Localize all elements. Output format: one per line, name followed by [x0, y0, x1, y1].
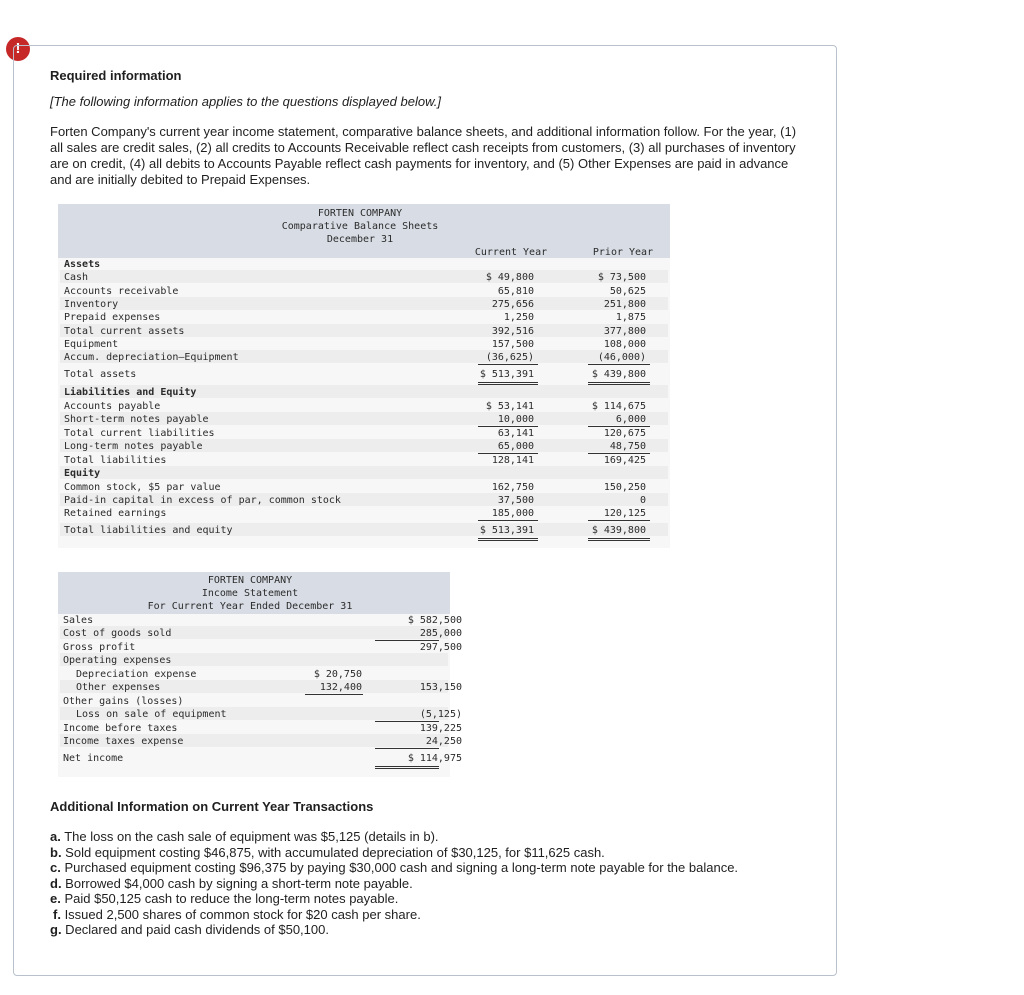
is-row-label: Loss on sale of equipment: [76, 709, 227, 720]
item-letter: g.: [50, 922, 62, 937]
is-title: Income Statement: [201, 588, 299, 599]
bs-current-underline: [478, 520, 538, 521]
bs-row-shade: [60, 270, 668, 283]
bs-current-value: $ 49,800: [485, 272, 534, 283]
is-total-underline: [375, 721, 439, 722]
bs-prior-value: 251,800: [603, 299, 646, 310]
bs-row-label: Retained earnings: [64, 508, 167, 519]
is-total-value: 153,150: [419, 682, 462, 693]
is-company: FORTEN COMPANY: [207, 575, 293, 586]
bs-prior-underline: [588, 520, 650, 521]
is-detail-value: 132,400: [319, 682, 362, 693]
bs-row-label: Total liabilities: [64, 455, 167, 466]
bs-prior-value: $ 439,800: [591, 369, 646, 380]
additional-item: [50, 860, 738, 876]
bs-row-label: Total current liabilities: [64, 428, 215, 439]
additional-item: [50, 845, 738, 861]
bs-current-value: 185,000: [491, 508, 534, 519]
bs-current-value: $ 513,391: [479, 369, 534, 380]
additional-item: [50, 907, 738, 923]
item-letter: b.: [50, 844, 62, 860]
bs-current-value: 65,000: [497, 441, 534, 452]
bs-current-value: 65,810: [497, 286, 534, 297]
is-total-value: 297,500: [419, 642, 462, 653]
bs-current-value: 37,500: [497, 495, 534, 506]
is-total-underline: [375, 640, 439, 641]
bs-row-label: Long-term notes payable: [64, 441, 203, 452]
is-row-label: Operating expenses: [63, 655, 172, 666]
bs-current-underline: [478, 364, 538, 365]
is-detail-underline: [305, 694, 363, 695]
is-row-label: Sales: [63, 615, 94, 626]
bs-row-label: Prepaid expenses: [64, 312, 161, 323]
bs-current-value: $ 53,141: [485, 401, 534, 412]
is-total-value: 285,000: [419, 628, 462, 639]
bs-row-label: Accounts receivable: [64, 286, 179, 297]
item-letter: f.: [53, 906, 61, 922]
item-text: Paid $50,125 cash to reduce the long-term notes payable.: [60, 891, 399, 906]
alert-icon: !: [6, 37, 30, 61]
item-text: Issued 2,500 shares of common stock for $20 cash per share.: [60, 906, 421, 922]
is-row-label: Net income: [63, 753, 124, 764]
bs-current-value: 128,141: [491, 455, 534, 466]
bs-prior-value: 120,675: [603, 428, 646, 439]
additional-info-title: Additional Information on Current Year Transactions: [50, 799, 374, 814]
bs-prior-value: $ 439,800: [591, 525, 646, 536]
additional-item: [50, 829, 738, 845]
item-text: Purchased equipment costing $96,375 by paying $30,000 cash and signing a long-term note payable for the balance.: [60, 860, 739, 875]
additional-item: [50, 876, 738, 892]
bs-row-label: Equity: [64, 468, 101, 479]
is-total-value: $ 582,500: [407, 615, 462, 626]
item-text: Declared and paid cash dividends of $50,100.: [61, 922, 329, 937]
additional-item: [50, 922, 738, 938]
bs-row-label: Accounts payable: [64, 401, 161, 412]
bs-company: FORTEN COMPANY: [317, 208, 403, 219]
is-row-label: Other expenses: [76, 682, 161, 693]
bs-prior-value: 377,800: [603, 326, 646, 337]
bs-current-value: 162,750: [491, 482, 534, 493]
bs-current-value: 63,141: [497, 428, 534, 439]
item-text: Borrowed $4,000 cash by signing a short-term note payable.: [61, 875, 413, 891]
bs-current-value: $ 513,391: [479, 525, 534, 536]
bs-current-value: 392,516: [491, 326, 534, 337]
bs-row-label: Total current assets: [64, 326, 185, 337]
is-row-label: Depreciation expense: [76, 669, 197, 680]
bs-prior-value: $ 114,675: [591, 401, 646, 412]
bs-row-label: Assets: [64, 259, 101, 270]
bs-current-value: (36,625): [485, 352, 534, 363]
is-total-value: 24,250: [425, 736, 462, 747]
bs-prior-value: 6,000: [615, 414, 646, 425]
additional-item: [50, 891, 738, 907]
bs-current-value: 157,500: [491, 339, 534, 350]
bs-row-label: Accum. depreciation—Equipment: [64, 352, 239, 363]
is-total-value: 139,225: [419, 723, 462, 734]
bs-row-shade: [60, 466, 668, 479]
bs-prior-value: 108,000: [603, 339, 646, 350]
bs-col-prior: Prior Year: [592, 247, 654, 258]
bs-row-label: Paid-in capital in excess of par, common stock: [64, 495, 341, 506]
bs-prior-value: 1,875: [615, 312, 646, 323]
item-letter: e.: [50, 891, 61, 906]
bs-current-value: 1,250: [503, 312, 534, 323]
bs-current-value: 275,656: [491, 299, 534, 310]
bs-col-current: Current Year: [474, 247, 548, 258]
item-letter: d.: [50, 875, 62, 891]
bs-row-label: Inventory: [64, 299, 119, 310]
bs-row-label: Total liabilities and equity: [64, 525, 233, 536]
item-letter: a.: [50, 829, 61, 844]
item-letter: c.: [50, 860, 61, 875]
bs-row-label: Short-term notes payable: [64, 414, 209, 425]
bs-prior-value: 0: [639, 495, 646, 506]
is-row-label: Income taxes expense: [63, 736, 184, 747]
is-total-double-underline: [375, 766, 439, 769]
bs-row-label: Liabilities and Equity: [64, 387, 197, 398]
bs-row-label: Cash: [64, 272, 89, 283]
is-row-label: Cost of goods sold: [63, 628, 172, 639]
is-row-label: Other gains (losses): [63, 696, 184, 707]
is-detail-value: $ 20,750: [313, 669, 362, 680]
required-info-subtitle: [The following information applies to the questions displayed below.]: [50, 94, 441, 109]
additional-info-list: [50, 829, 738, 938]
bs-prior-value: 169,425: [603, 455, 646, 466]
bs-prior-underline: [588, 364, 650, 365]
bs-row-label: Equipment: [64, 339, 119, 350]
bs-prior-value: 50,625: [609, 286, 646, 297]
bs-date: December 31: [326, 234, 394, 245]
bs-prior-double-underline: [588, 538, 650, 541]
is-total-value: $ 114,975: [407, 753, 462, 764]
bs-prior-value: $ 73,500: [597, 272, 646, 283]
bs-title: Comparative Balance Sheets: [281, 221, 439, 232]
bs-current-value: 10,000: [497, 414, 534, 425]
bs-row-label: Total assets: [64, 369, 137, 380]
bs-prior-value: (46,000): [597, 352, 646, 363]
intro-paragraph: Forten Company's current year income statement, comparative balance sheets, and additional information follow. For the year, (1) all sales are credit sales, (2) all credits to Accounts Receivable reflect cash receipts from customers, (3) all purchases of inventory are on credit, (4) all debits to Accounts Payable reflect cash payments for inventory, and (5) Other Expenses are paid in advance and are initially debited to Prepaid Expenses.: [50, 124, 797, 187]
bs-row-label: Common stock, $5 par value: [64, 482, 221, 493]
is-total-underline: [375, 748, 439, 749]
bs-prior-value: 48,750: [609, 441, 646, 452]
bs-current-double-underline: [478, 538, 538, 541]
bs-prior-value: 120,125: [603, 508, 646, 519]
bs-row-shade: [60, 297, 668, 310]
is-row-label: Gross profit: [63, 642, 136, 653]
is-total-value: (5,125): [419, 709, 462, 720]
is-row-label: Income before taxes: [63, 723, 178, 734]
required-info-title: Required information: [50, 68, 182, 83]
item-text: Sold equipment costing $46,875, with accumulated depreciation of $30,125, for $11,625 cash.: [61, 844, 605, 860]
is-period: For Current Year Ended December 31: [147, 601, 353, 612]
item-text: The loss on the cash sale of equipment was $5,125 (details in b).: [60, 829, 439, 844]
bs-prior-value: 150,250: [603, 482, 646, 493]
